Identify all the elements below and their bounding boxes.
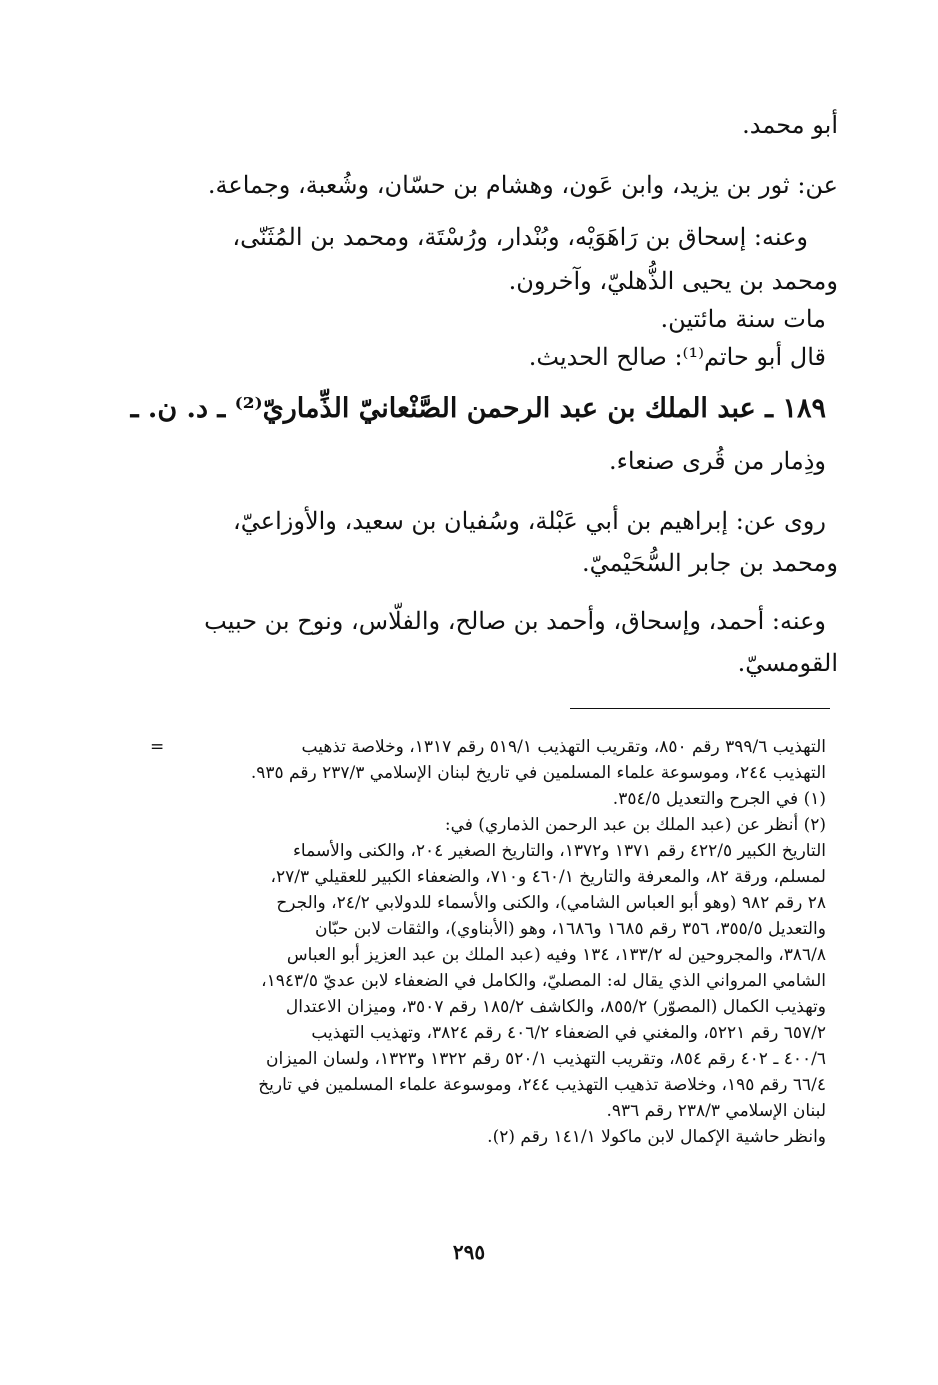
text-line: ومحمد بن جابر السُّحَيْميّ. — [582, 549, 838, 577]
text-line: أبو محمد. — [742, 111, 838, 139]
footnote-divider — [570, 708, 830, 709]
footnote-line: وتهذيب الكمال (المصوّر) ٨٥٥/٢، والكاشف ١٨٥/٢ رقم ٣٥٠٧، وميزان الاعتدال — [285, 997, 826, 1017]
text-line: وذِمار من قُرى صنعاء. — [609, 447, 826, 475]
text-line: قال أبو حاتم⁽¹⁾: صالح الحديث. — [528, 343, 826, 371]
footnote-line: ٦٦/٤ رقم ١٩٥، وخلاصة تذهيب التهذيب ٢٤٤، وموسوعة علماء المسلمين في تاريخ — [258, 1075, 826, 1095]
text-line: وعنه: أحمد، وإسحاق، وأحمد بن صالح، والفلّاس، ونوح بن حبيب — [204, 607, 826, 635]
text-line: القومسيّ. — [737, 649, 838, 677]
footnote-line: ٢٨ رقم ٩٨٢ (وهو أبو العباس الشامي)، والكنى والأسماء للدولابي ٢٤/٢، والجرح — [276, 893, 826, 913]
text-line: مات سنة مائتين. — [660, 305, 826, 333]
footnote-line: الشامي المرواني الذي يقال له: المصليّ، والكامل في الضعفاء لابن عديّ ١٩٤٣/٥، — [261, 971, 826, 991]
footnote-line: التهذيب ٣٩٩/٦ رقم ٨٥٠، وتقريب التهذيب ٥١٩/١ رقم ١٣١٧، وخلاصة تذهيب — [301, 737, 826, 757]
footnotes — [121, 734, 826, 1150]
text-line: وعنه: إسحاق بن رَاهَوَيْه، وبُنْدار، ورُسْتَة، ومحمد بن المُثَنّى، — [232, 223, 808, 251]
footnote-line: (١) في الجرح والتعديل ٣٥٤/٥. — [612, 789, 826, 809]
footnote-line: لبنان الإسلامي ٢٣٨/٣ رقم ٩٣٦. — [606, 1101, 826, 1121]
main-text — [93, 100, 838, 678]
footnote-line: ٤٠٠/٦ ـ ٤٠٢ رقم ٨٥٤، وتقريب التهذيب ٥٢٠/١ رقم ١٣٢٢ و١٣٢٣، ولسان الميزان — [266, 1049, 826, 1069]
footnote-line: التهذيب ٢٤٤، وموسوعة علماء المسلمين في تاريخ لبنان الإسلامي ٢٣٧/٣ رقم ٩٣٥. — [250, 763, 826, 783]
footnote-line: ٣٨٦/٨، والمجروحين له ١٣٣/٢، ١٣٤ وفيه (عبد الملك بن عبد العزيز أبو العباس — [286, 945, 826, 965]
footnote-line: لمسلم، ورقة ٨٢، والمعرفة والتاريخ ٤٦٠/١ و٧١٠، والضعفاء الكبير للعقيلي ٢٧/٣، — [270, 867, 826, 887]
text-line: عن: ثور بن يزيد، وابن عَون، وهشام بن حسّان، وشُعبة، وجماعة. — [207, 171, 838, 199]
footnote-continuation-marker: = — [150, 737, 165, 757]
page-number: ٢٩٥ — [452, 1240, 486, 1264]
footnote-line: التاريخ الكبير ٤٢٢/٥ رقم ١٣٧١ و١٣٧٢، والتاريخ الصغير ٢٠٤، والكنى والأسماء — [292, 841, 826, 861]
footnote-line: ٦٥٧/٢ رقم ٥٢٢١، والمغني في الضعفاء ٤٠٦/٢ رقم ٣٨٢٤، وتهذيب التهذيب — [311, 1023, 826, 1043]
footnote-line: (٢) أنظر عن (عبد الملك بن عبد الرحمن الذماري) في: — [444, 815, 826, 835]
entry-heading: ١٨٩ ـ عبد الملك بن عبد الرحمن الصَّنْعانيّ الذِّماريّ⁽²⁾ ـ د. ن. ـ — [130, 393, 826, 424]
footnote-line: والتعديل ٣٥٥/٥، ٣٥٦ رقم ١٦٨٥ و١٦٨٦، وهو (الأبناوي)، والثقات لابن حبّان — [315, 919, 826, 939]
footnote-line: وانظر حاشية الإكمال لابن ماكولا ١٤١/١ رقم (٢). — [487, 1127, 826, 1147]
text-line: روى عن: إبراهيم بن أبي عَبْلة، وسُفيان بن سعيد، والأوزاعيّ، — [233, 507, 826, 535]
text-line: ومحمد بن يحيى الذُّهليّ، وآخرون. — [508, 267, 838, 295]
